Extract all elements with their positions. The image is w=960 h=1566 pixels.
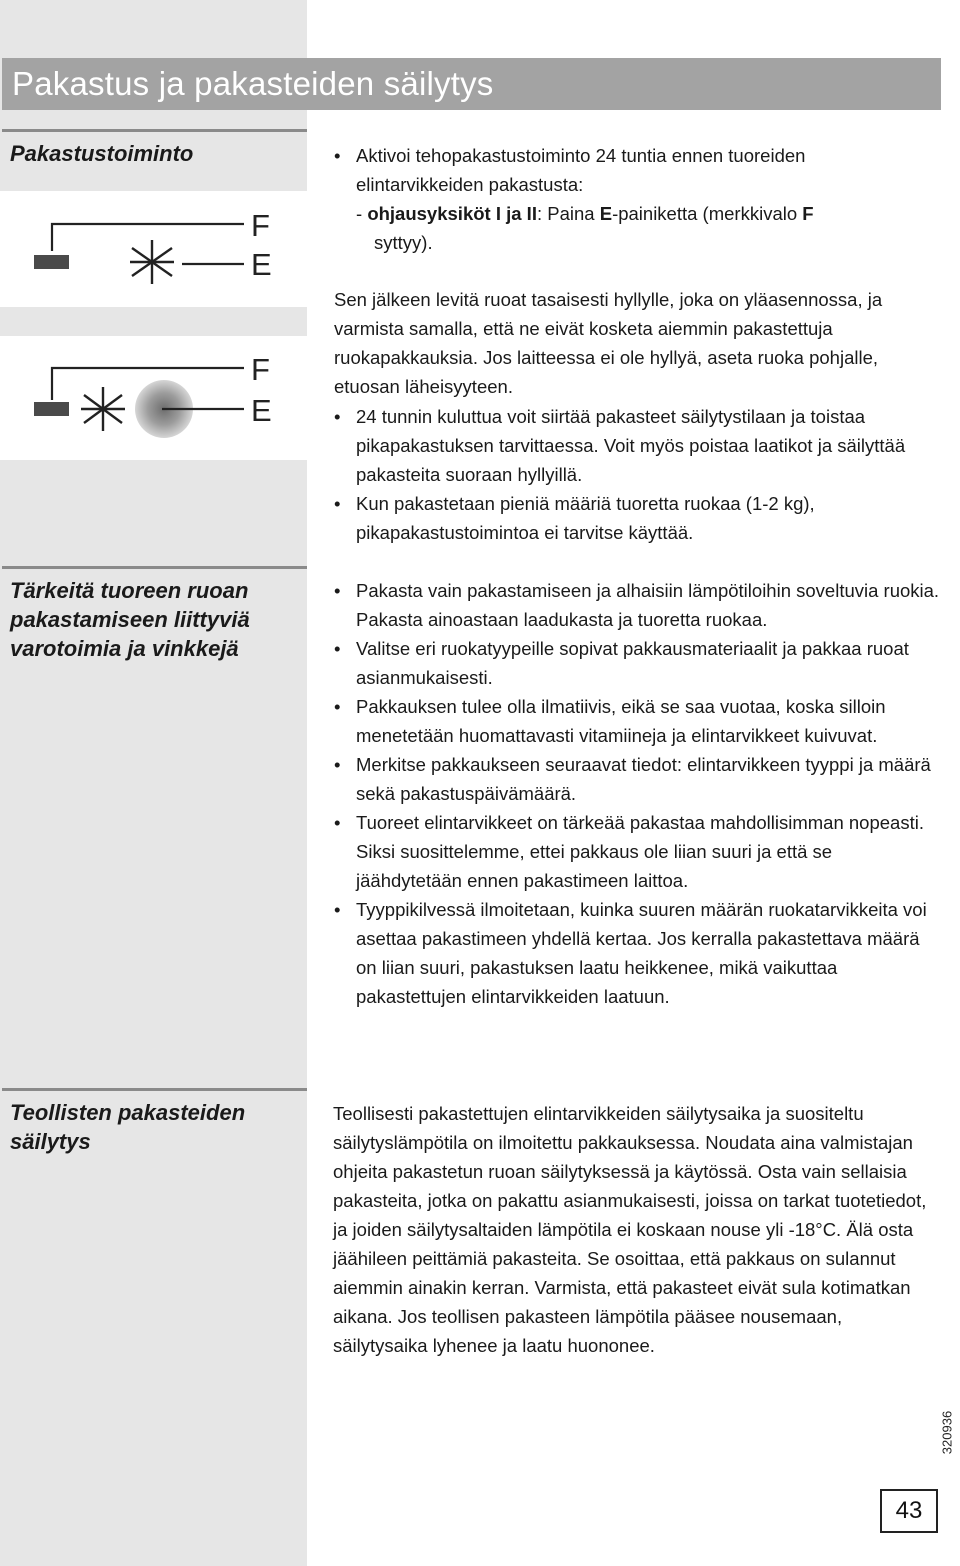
section-divider	[2, 129, 307, 132]
sub-item-text: -painiketta (merkkivalo	[612, 203, 803, 224]
key-label: E	[599, 203, 613, 224]
control-panel-diagram-2	[0, 336, 307, 460]
list-item	[330, 199, 940, 257]
document-code	[938, 1398, 956, 1470]
indicator-bar-icon	[34, 255, 69, 269]
freezing-bullets-bottom	[330, 402, 940, 547]
sub-item-text: : Paina	[536, 203, 600, 224]
tips-bullets	[330, 576, 940, 1011]
freezing-paragraph: Sen jälkeen levitä ruoat tasaisesti hyllylle, joka on yläasennossa, ja varmista samalla, että ne eivät kosketa aiemmin pakastettuja ruokapakkauksia. Jos laitteessa ei ole hyllyä, aseta ruoka pohjalle, etuosan läheisyyteen.	[334, 289, 883, 397]
section-divider	[2, 1088, 307, 1091]
sub-item-text: syttyy).	[374, 232, 433, 253]
freezing-bullets-top	[330, 141, 940, 257]
list-item: • Tyyppikilvessä ilmoitetaan, kuinka suuren määrän ruokatarvikkeita voi asettaa pakastimeen yhdellä kertaa. Jos kerralla pakastettava määrä on liian suuri, pakastuksen laatu heikkenee, mikä vaikuttaa pakastettujen elintarvikkeiden laatuun.	[330, 895, 940, 1011]
list-item: • Pakkauksen tulee olla ilmatiivis, eikä se saa vuotaa, koska silloin menetetään huomattavasti vitamiineja ja elintarvikkeet kuivuvat.	[330, 692, 940, 750]
control-unit-label: ohjausyksiköt I ja II	[367, 203, 537, 224]
list-item: • Tuoreet elintarvikkeet on tärkeää pakastaa mahdollisimman nopeasti. Siksi suosittelemme, ettei pakkaus ole liian suuri ja että se jäähdytetään ennen pakastimeen laittoa.	[330, 808, 940, 895]
storage-paragraph: Teollisesti pakastettujen elintarvikkeiden säilytysaika ja suositeltu säilytyslämpötila on ilmoitettu pakkauksessa. Noudata aina valmistajan ohjeita pakastetun ruoan säilytyksessä ja käytössä. Osta vain sellaisia pakasteita, jotka on pakattu asianmukaisesti, joissa on tarkat tuotetiedot, ja joiden säilytysaltaiden lämpötila ei koskaan nouse yli -18°C. Älä osta jäähileen peittämiä pakasteita. Se osoittaa, että pakkaus on sulannut aiemmin ainakin kerran. Varmista, että pakasteet eivät sula kotimatkan aikana. Jos teollisen pakasteen lämpötila pääsee nousemaan, säilytysaika lyhenee ja laatu huononee.	[333, 1103, 927, 1356]
page-number: 43	[880, 1489, 938, 1533]
panel-label-f: F	[251, 208, 270, 243]
section-heading-freezing: Pakastustoiminto	[10, 141, 194, 166]
section-divider	[2, 566, 307, 569]
snowflake-icon	[81, 387, 125, 431]
sub-item-dash: -	[356, 203, 368, 224]
panel-label-e: E	[251, 247, 272, 282]
bullet-text: Aktivoi tehopakastustoiminto 24 tuntia ennen tuoreiden	[356, 145, 806, 166]
snowflake-icon	[130, 240, 174, 284]
list-item: • Pakasta vain pakastamiseen ja alhaisiin lämpötiloihin soveltuvia ruokia. Pakasta ainoastaan laadukasta ja tuoretta ruokaa.	[330, 576, 940, 634]
section-heading-storage: Teollisten pakasteiden säilytys	[10, 1100, 246, 1154]
page-title-bar	[2, 58, 941, 110]
key-label: F	[802, 203, 814, 224]
section-heading-tips: Tärkeitä tuoreen ruoan pakastamiseen liittyviä varotoimia ja vinkkejä	[10, 578, 250, 661]
page-title: Pakastus ja pakasteiden säilytys	[12, 65, 494, 102]
bullet-text: elintarvikkeiden pakastusta:	[356, 174, 584, 195]
control-panel-diagram-1	[0, 191, 307, 307]
list-item	[330, 141, 940, 199]
panel-label-f: F	[251, 352, 270, 387]
panel-label-e: E	[251, 393, 272, 428]
list-item: • 24 tunnin kuluttua voit siirtää pakasteet säilytystilaan ja toistaa pikapakastuksen tarvittaessa. Voit myös poistaa laatikot ja säilyttää pakasteita suoraan hyllyillä.	[330, 402, 940, 489]
document-code-text: 320936	[939, 1410, 955, 1455]
list-item: • Valitse eri ruokatyypeille sopivat pakkausmateriaalit ja pakkaa ruoat asianmukaisesti.	[330, 634, 940, 692]
indicator-bar-icon	[34, 402, 69, 416]
list-item: • Merkitse pakkaukseen seuraavat tiedot: elintarvikkeen tyyppi ja määrä sekä pakastuspäivämäärä.	[330, 750, 940, 808]
list-item: • Kun pakastetaan pieniä määriä tuoretta ruokaa (1-2 kg), pikapakastustoimintoa ei tarvitse käyttää.	[330, 489, 940, 547]
